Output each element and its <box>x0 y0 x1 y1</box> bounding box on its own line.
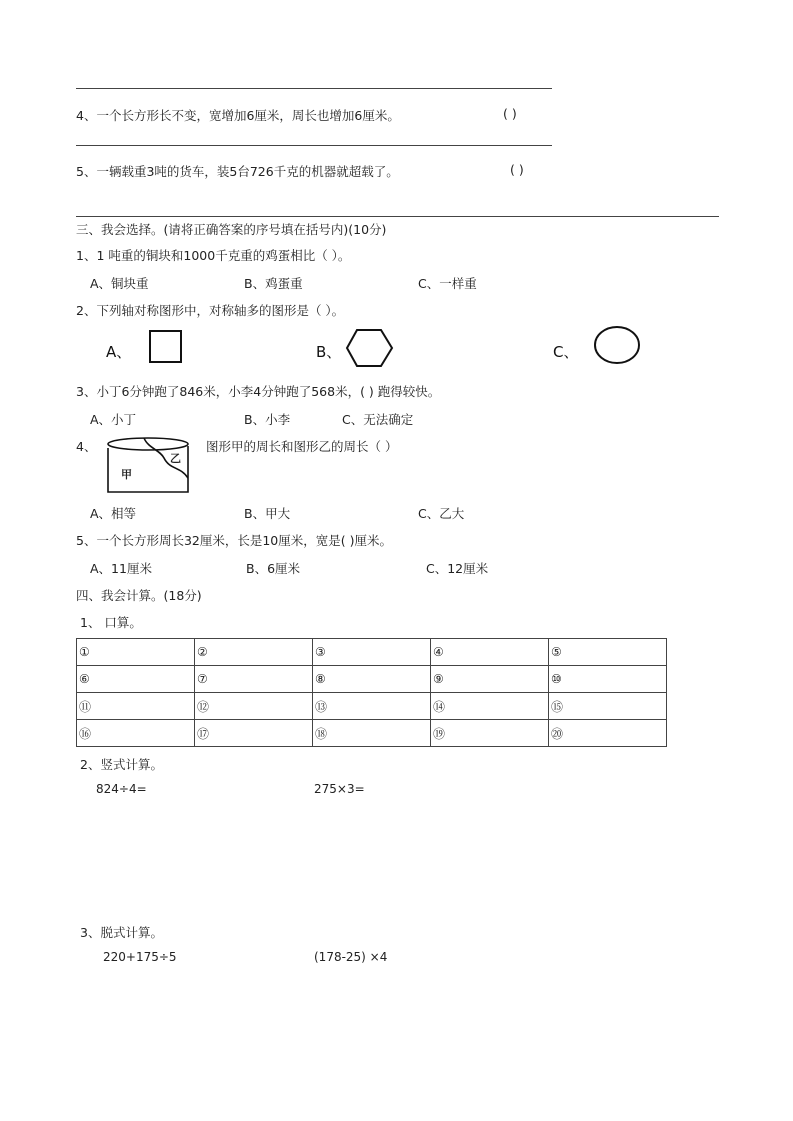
grid-cell[interactable]: ⑯ <box>77 720 195 747</box>
choice-question-2: 2、下列轴对称图形中，对称轴多的图形是（ ）。 <box>76 303 345 318</box>
split-shape-figure <box>104 434 196 496</box>
grid-cell[interactable]: ⑧ <box>313 666 431 693</box>
grid-cell[interactable]: ⑪ <box>77 693 195 720</box>
oral-calc-grid <box>76 638 667 747</box>
choice-question-4-number: 4、 <box>76 439 97 454</box>
grid-cell[interactable]: ④ <box>431 639 549 666</box>
option-b[interactable]: B、6厘米 <box>246 561 301 576</box>
judge-question-4-blank[interactable]: ( ) <box>503 106 517 121</box>
grid-cell[interactable]: ⑬ <box>313 693 431 720</box>
grid-cell[interactable]: ② <box>195 639 313 666</box>
table-row <box>77 639 667 666</box>
grid-cell[interactable]: ⑳ <box>549 720 667 747</box>
judge-question-5-blank[interactable]: ( ) <box>510 162 524 177</box>
grid-cell[interactable]: ⑩ <box>549 666 667 693</box>
choice-question-3: 3、小丁6分钟跑了846米，小李4分钟跑了568米，( ) 跑得较快。 <box>76 384 441 399</box>
answer-line <box>76 88 552 89</box>
option-b[interactable]: B、甲大 <box>244 506 291 521</box>
stepwise-calc-heading: 3、脱式计算。 <box>80 925 163 940</box>
grid-cell[interactable]: ⑫ <box>195 693 313 720</box>
option-b[interactable]: B、鸡蛋重 <box>244 276 303 291</box>
square-figure <box>148 329 184 365</box>
option-a[interactable]: A、相等 <box>90 506 137 521</box>
option-b[interactable]: B、 <box>316 343 342 361</box>
option-a[interactable]: A、小丁 <box>90 412 137 427</box>
choice-question-5: 5、一个长方形周长32厘米，长是10厘米，宽是( )厘米。 <box>76 533 392 548</box>
grid-cell[interactable]: ⑲ <box>431 720 549 747</box>
grid-cell[interactable]: ⑰ <box>195 720 313 747</box>
grid-cell[interactable]: ⑮ <box>549 693 667 720</box>
figure-label-yi: 乙 <box>170 452 181 465</box>
stepwise-calc-problem: 220+175÷5 <box>103 950 177 964</box>
vertical-calc-heading: 2、竖式计算。 <box>80 757 163 772</box>
table-row <box>77 666 667 693</box>
vertical-calc-problem: 824÷4= <box>96 782 147 796</box>
judge-question-4-text: 4、一个长方形长不变，宽增加6厘米，周长也增加6厘米。 <box>76 108 400 123</box>
judge-question-4 <box>76 106 400 124</box>
option-c[interactable]: C、 <box>553 343 579 361</box>
grid-cell[interactable]: ③ <box>313 639 431 666</box>
grid-cell[interactable]: ⑭ <box>431 693 549 720</box>
table-row <box>77 693 667 720</box>
grid-cell[interactable]: ⑱ <box>313 720 431 747</box>
table-row <box>77 720 667 747</box>
answer-line <box>76 145 552 146</box>
grid-cell[interactable]: ① <box>77 639 195 666</box>
choice-question-4: 图形甲的周长和图形乙的周长（ ） <box>206 439 398 454</box>
vertical-calc-problem: 275×3= <box>314 782 365 796</box>
figure-label-jia: 甲 <box>121 468 132 481</box>
judge-question-5-text: 5、一辆载重3吨的货车，装5台726千克的机器就超载了。 <box>76 164 399 179</box>
option-a[interactable]: A、铜块重 <box>90 276 149 291</box>
hexagon-figure <box>345 328 395 368</box>
grid-cell[interactable]: ⑥ <box>77 666 195 693</box>
section-divider <box>76 216 719 217</box>
oral-calc-heading: 1、 口算。 <box>80 615 142 630</box>
stepwise-calc-problem: (178-25) ×4 <box>314 950 388 964</box>
option-c[interactable]: C、12厘米 <box>426 561 489 576</box>
option-a[interactable]: A、 <box>106 343 132 361</box>
grid-cell[interactable]: ⑨ <box>431 666 549 693</box>
circle-figure <box>592 325 642 365</box>
option-a[interactable]: A、11厘米 <box>90 561 152 576</box>
section-3-title: 三、我会选择。(请将正确答案的序号填在括号内)(10分) <box>76 222 387 237</box>
section-4-title: 四、我会计算。(18分) <box>76 588 202 603</box>
judge-question-5 <box>76 162 399 180</box>
option-c[interactable]: C、无法确定 <box>342 412 414 427</box>
option-c[interactable]: C、乙大 <box>418 506 465 521</box>
option-b[interactable]: B、小李 <box>244 412 291 427</box>
choice-question-1: 1、1 吨重的铜块和1000千克重的鸡蛋相比（ ）。 <box>76 248 351 263</box>
grid-cell[interactable]: ⑦ <box>195 666 313 693</box>
option-c[interactable]: C、一样重 <box>418 276 477 291</box>
grid-cell[interactable]: ⑤ <box>549 639 667 666</box>
